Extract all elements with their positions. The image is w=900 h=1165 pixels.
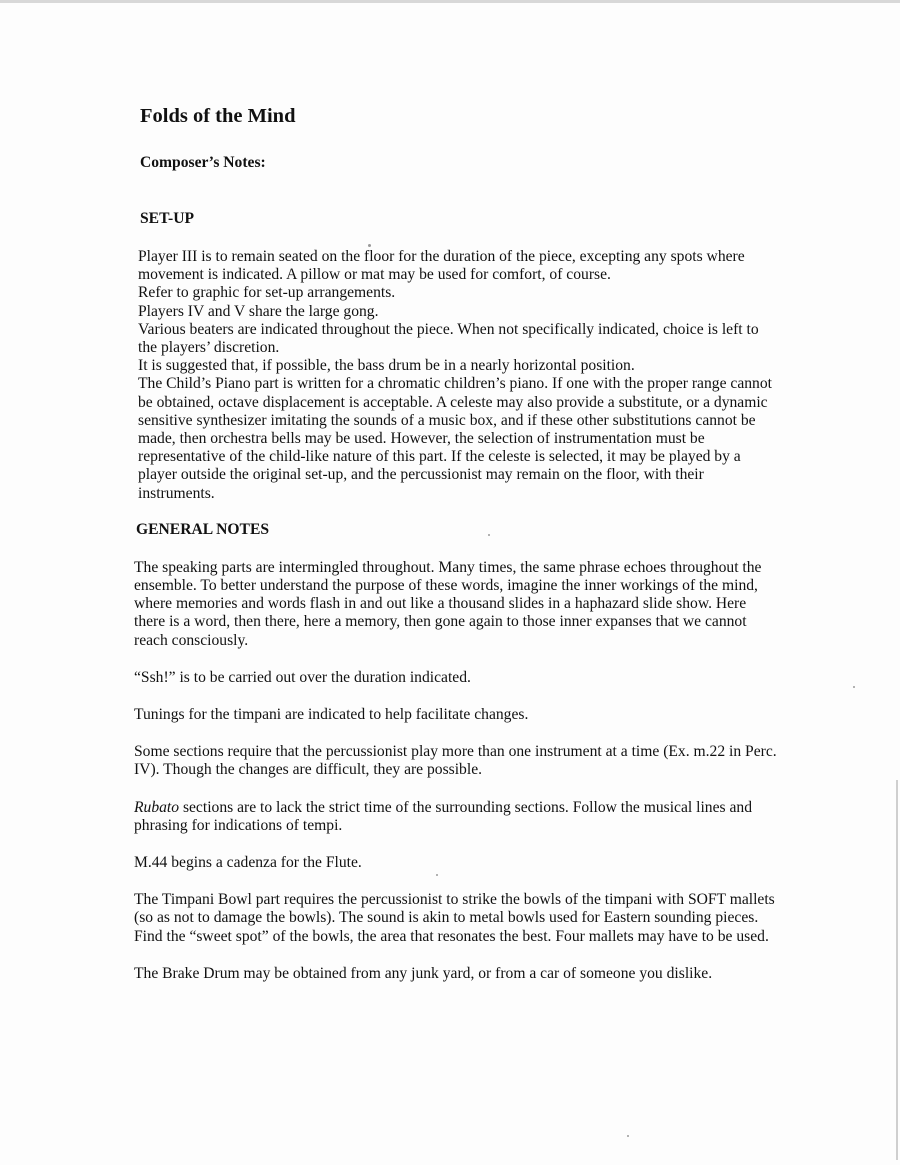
general-paragraph: The Brake Drum may be obtained from any junk yard, or from a car of someone you dislike. (134, 964, 713, 982)
rubato-term: Rubato (134, 798, 180, 816)
scan-speck (853, 686, 855, 688)
setup-section (138, 248, 779, 503)
setup-paragraph: Various beaters are indicated throughout the piece. When not specifically indicated, choice is left to the players’ discretion. (138, 320, 759, 357)
general-paragraph: The Timpani Bowl part requires the percussionist to strike the bowls of the timpani with SOFT mallets (so as not to damage the bowls). The sound is akin to metal bowls used for Eastern sounding pieces. Find the “sweet spot” of the bowls, the area that resonates the best. Four mallets may have to be used. (134, 891, 775, 945)
setup-paragraph: Refer to graphic for set-up arrangements. (138, 284, 396, 302)
general-paragraph-rubato (134, 799, 779, 835)
general-paragraph: M.44 begins a cadenza for the Flute. (134, 854, 362, 872)
document-title: Folds of the Mind (140, 105, 296, 127)
general-notes-heading: GENERAL NOTES (136, 520, 270, 538)
setup-paragraph: Players IV and V share the large gong. (138, 302, 379, 320)
document-body (134, 100, 779, 1002)
general-paragraph: Tunings for the timpani are indicated to help facilitate changes. (134, 706, 529, 724)
scan-top-edge (0, 0, 900, 3)
setup-paragraph: It is suggested that, if possible, the bass drum be in a nearly horizontal position. (138, 357, 635, 375)
general-paragraph: The speaking parts are intermingled throughout. Many times, the same phrase echoes throughout the ensemble. To better understand the purpose of these words, imagine the inner workings of the mind, where memories and words flash in and out like a thousand slides in a haphazard slide show. Here there is a word, then there, here a memory, then gone again to those inner expanses that we cannot reach consciously. (134, 558, 762, 649)
general-paragraph: “Ssh!” is to be carried out over the duration indicated. (134, 668, 471, 686)
scan-speck (627, 1135, 629, 1137)
setup-paragraph: Player III is to remain seated on the floor for the duration of the piece, excepting any spots where movement is indicated. A pillow or mat may be used for comfort, of course. (138, 248, 745, 284)
general-paragraph: Some sections require that the percussionist play more than one instrument at a time (Ex. m.22 in Perc. IV). Though the changes are difficult, they are possible. (134, 743, 777, 779)
rubato-text: sections are to lack the strict time of the surrounding sections. Follow the musical lines and phrasing for indications of tempi. (134, 798, 752, 834)
scan-right-edge (896, 780, 898, 1160)
composer-notes-label: Composer’s Notes: (140, 154, 266, 171)
setup-heading: SET-UP (140, 210, 195, 227)
general-notes-section (134, 559, 779, 983)
setup-paragraph: The Child’s Piano part is written for a chromatic children’s piano. If one with the proper range cannot be obtained, octave displacement is acceptable. A celeste may also provide a substitute, or a dynamic sensitive synthesizer imitating the sounds of a music box, and if these other substitutions cannot be made, then orchestra bells may be used. However, the selection of instrumentation must be representative of the child-like nature of this part. If the celeste is selected, it may be played by a player outside the original set-up, and the percussionist may remain on the floor, with their instruments. (138, 375, 772, 502)
